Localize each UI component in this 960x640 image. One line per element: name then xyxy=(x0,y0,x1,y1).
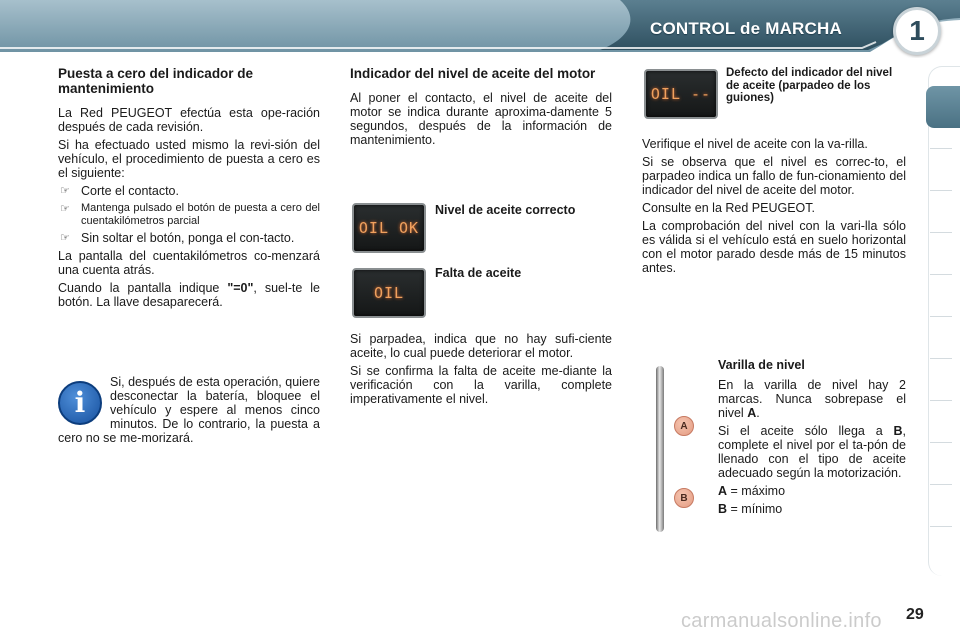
dipstick-illustration xyxy=(656,366,664,532)
legend-min xyxy=(718,502,906,516)
list-item xyxy=(58,231,320,245)
paragraph: Al poner el contacto, el nivel de aceite del motor se indica durante aproxima-damente 5 segundos, después de la información de mantenimiento. xyxy=(350,91,612,147)
tab-divider xyxy=(930,232,952,233)
display-readout: OIL xyxy=(373,284,405,302)
tab-divider xyxy=(930,274,952,275)
tab-divider xyxy=(930,358,952,359)
tab-divider xyxy=(930,484,952,485)
dipstick-mark-a: A xyxy=(674,416,694,436)
caption-oil-ok: Nivel de aceite correcto xyxy=(435,203,576,217)
caption-oil-low: Falta de aceite xyxy=(435,266,522,280)
paragraph: Consulte en la Red PEUGEOT. xyxy=(642,201,815,215)
header-banner xyxy=(0,0,960,58)
column-maintenance-reset xyxy=(58,66,320,313)
text-run: , suel-te le botón. La llave desaparecerá. xyxy=(58,281,320,309)
paragraph: Si se observa que el nivel es correc-to, el parpadeo indica un fallo de fun-cionamiento del indicador del nivel de aceite del motor. xyxy=(642,155,906,197)
dipstick-section xyxy=(718,358,906,520)
text-run: Si el aceite sólo llega a xyxy=(718,424,894,438)
chapter-title: CONTROL de MARCHA xyxy=(650,19,842,38)
watermark: carmanualsonline.info xyxy=(681,610,882,632)
paragraph: Si se confirma la falta de aceite me-diante la verificación con la varilla, complete imperativamente el nivel. xyxy=(350,364,612,406)
paragraph: Si ha efectuado usted mismo la revi-sión del vehículo, el procedimiento de puesta a cero es el siguiente: xyxy=(58,138,320,180)
paragraph: La pantalla del cuentakilómetros co-menzará una cuenta atrás. xyxy=(58,249,320,277)
tab-divider xyxy=(930,190,952,191)
text-run: , complete el nivel por el ta-pón de llenado con el tipo de aceite adecuado según la motorización. xyxy=(718,424,906,480)
display-screen-oil-ok xyxy=(352,203,426,253)
tab-divider xyxy=(930,316,952,317)
list-item-text: Mantenga pulsado el botón de puesta a cero del cuentakilómetros parcial xyxy=(81,202,320,227)
tab-divider xyxy=(930,400,952,401)
mark-key: B xyxy=(718,502,728,516)
paragraph: Verifique el nivel de aceite con la va-rilla. xyxy=(642,137,868,151)
legend-max xyxy=(718,484,906,498)
paragraph xyxy=(718,424,906,480)
display-value: "=0" xyxy=(227,281,254,295)
oil-fault-explanation xyxy=(642,137,906,279)
section-heading-maintenance-reset: Puesta a cero del indicador de mantenimiento xyxy=(58,66,254,96)
chapter-tab-strip xyxy=(928,66,960,576)
paragraph xyxy=(718,378,906,420)
hand-pointer-icon: ☞ xyxy=(60,232,70,244)
display-screen-oil-fault xyxy=(644,69,718,119)
display-screen-oil-low xyxy=(352,268,426,318)
chapter-tab-active[interactable] xyxy=(926,86,960,128)
list-item-text: Sin soltar el botón, ponga el con-tacto. xyxy=(81,231,295,245)
list-item-text: Corte el contacto. xyxy=(81,184,179,198)
text-run: En la varilla de nivel hay 2 marcas. Nunca sobrepase el nivel xyxy=(718,378,906,420)
text-run: = máximo xyxy=(727,484,786,498)
hand-pointer-icon: ☞ xyxy=(60,203,70,215)
info-note xyxy=(58,375,320,449)
dipstick-heading: Varilla de nivel xyxy=(718,358,805,372)
text-run: = mínimo xyxy=(727,502,783,516)
page-number: 29 xyxy=(906,606,924,623)
info-icon: i xyxy=(58,381,102,425)
list-item xyxy=(58,184,320,198)
mark-key: B xyxy=(893,424,903,438)
caption-oil-fault: Defecto del indicador del nivel de aceite (parpadeo de los guiones) xyxy=(726,67,893,104)
paragraph: La comprobación del nivel con la vari-lla sólo es válida si el vehículo está en suelo horizontal con el motor parado desde más de 15 minutos antes. xyxy=(642,219,906,275)
column-oil-level-indicator xyxy=(350,66,612,151)
paragraph: Si parpadea, indica que no hay sufi-ciente aceite, lo cual puede deteriorar el motor. xyxy=(350,332,612,360)
info-note-text: Si, después de esta operación, quiere desconectar la batería, bloquee el vehículo y espere al menos cinco minutos. De lo contrario, la puesta a cero no se me-morizará. xyxy=(58,375,320,445)
chapter-number-badge: 1 xyxy=(893,7,941,55)
hand-pointer-icon: ☞ xyxy=(60,185,70,197)
display-readout: OIL -- xyxy=(650,85,712,103)
paragraph: La Red PEUGEOT efectúa esta ope-ración después de cada revisión. xyxy=(58,106,320,134)
dipstick-mark-b: B xyxy=(674,488,694,508)
tab-divider xyxy=(930,442,952,443)
mark-key: A xyxy=(718,484,728,498)
mark-key: A xyxy=(747,406,757,420)
display-readout: OIL OK xyxy=(358,219,420,237)
text-run: . xyxy=(756,406,760,420)
tab-divider xyxy=(930,148,952,149)
text-run: Cuando la pantalla indique xyxy=(58,281,228,295)
oil-low-explanation xyxy=(350,332,612,410)
list-item xyxy=(58,202,320,227)
tab-divider xyxy=(930,526,952,527)
paragraph xyxy=(58,281,320,309)
section-heading-oil-level: Indicador del nivel de aceite del motor xyxy=(350,66,596,81)
